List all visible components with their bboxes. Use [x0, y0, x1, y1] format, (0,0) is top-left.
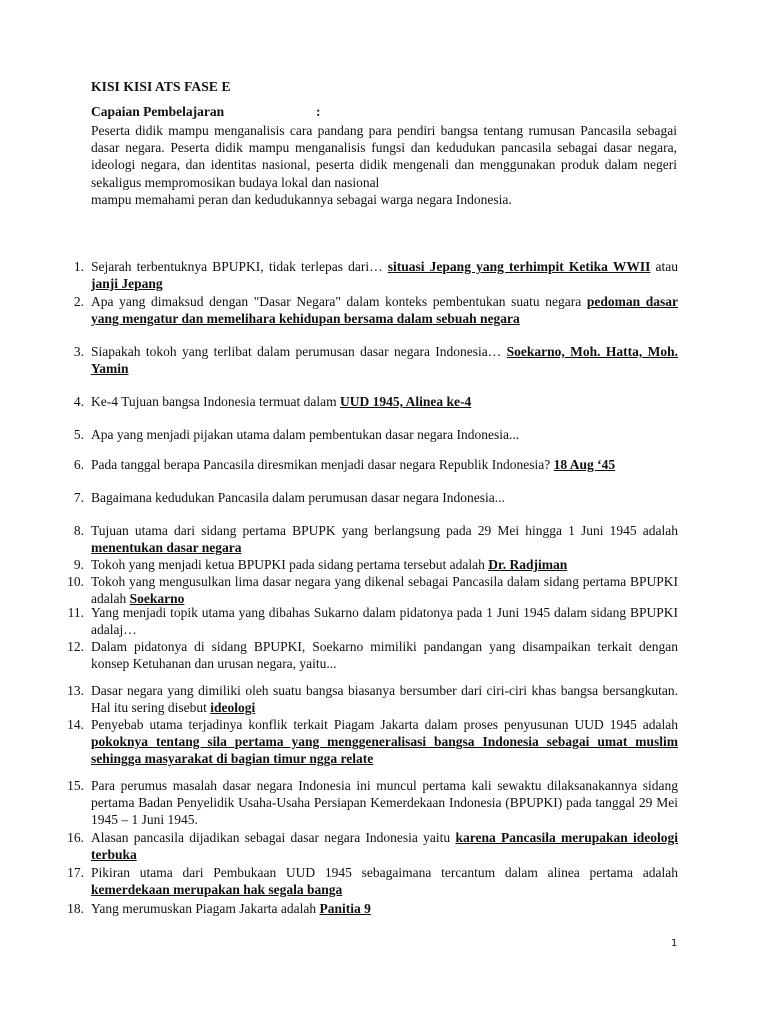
- answer: Soekarno, Moh. Hatta, Moh. Yamin: [91, 344, 679, 377]
- question-number: 16.: [67, 830, 84, 845]
- question-number: 12.: [67, 639, 84, 654]
- cp-paragraph: [91, 122, 677, 208]
- cp-colon: :: [316, 104, 321, 119]
- question-number: 3.: [73, 344, 84, 359]
- answer: pokoknya tentang sila pertama yang menggeneralisasi bangsa Indonesia sebagai umat muslim sehingga masyarakat di bagian timur ngga relate: [91, 734, 678, 767]
- cp-heading: Capaian Pembelajaran: [91, 104, 225, 119]
- question-text: Ke-4 Tujuan bangsa Indonesia termuat dalam UUD 1945, Alinea ke-4: [91, 394, 472, 409]
- answer: kemerdekaan merupakan hak segala banga: [91, 882, 343, 898]
- question-number: 6.: [73, 457, 84, 472]
- answer: Dr. Radjiman: [488, 557, 568, 572]
- answer: menentukan dasar negara: [91, 540, 242, 556]
- question-text: Pikiran utama dari Pembukaan UUD 1945 sebagaimana tercantum dalam alinea pertama adalah kemerdekaan merupakan hak segala banga: [91, 865, 678, 898]
- question-number: 8.: [73, 523, 84, 538]
- question-text: Bagaimana kedudukan Pancasila dalam perumusan dasar negara Indonesia...: [91, 490, 505, 505]
- question-text: Apa yang dimaksud dengan "Dasar Negara" dalam konteks pembentukan suatu negara pedoman dasar yang mengatur dan memelihara kehidupan bersama dalam sebuah negara: [91, 294, 678, 327]
- question-number: 18.: [67, 901, 84, 916]
- answer: Soekarno: [129, 591, 185, 607]
- answer: situasi Jepang yang terhimpit Ketika WWII: [387, 259, 651, 274]
- answer: pedoman dasar yang mengatur dan memelihara kehidupan bersama dalam sebuah negara: [91, 294, 678, 327]
- answer: Panitia 9: [319, 901, 371, 916]
- answer: ideologi: [210, 700, 256, 716]
- question-text: Pada tanggal berapa Pancasila diresmikan menjadi dasar negara Republik Indonesia? 18 Aug ‘45: [91, 457, 616, 472]
- question-number: 15.: [67, 778, 84, 793]
- answer: 18 Aug ‘45: [553, 457, 616, 472]
- answer: karena Pancasila merupakan ideologi terbuka: [91, 830, 679, 863]
- question-text: Tokoh yang menjadi ketua BPUPKI pada sidang pertama tersebut adalah Dr. Radjiman: [91, 557, 568, 572]
- document-title: KISI KISI ATS FASE E: [91, 79, 231, 94]
- question-number: 11.: [67, 605, 84, 620]
- question-number: 1.: [73, 259, 84, 274]
- question-number: 13.: [67, 683, 84, 698]
- page-number: 1: [671, 938, 678, 949]
- question-text: Tokoh yang mengusulkan lima dasar negara yang dikenal sebagai Pancasila dalam sidang pertama BPUPKI adalah Soekarno: [91, 574, 678, 607]
- question-number: 7.: [73, 490, 84, 505]
- cp-text-2: mampu memahami peran dan kedudukannya sebagai warga negara Indonesia.: [91, 191, 512, 207]
- question-number: 4.: [73, 394, 84, 409]
- question-text: Dasar negara yang dimiliki oleh suatu bangsa biasanya bersumber dari ciri-ciri khas bangsa bersangkutan. Hal itu sering disebut ideologi: [91, 683, 678, 716]
- question-text: Dalam pidatonya di sidang BPUPKI, Soekarno mimiliki pandangan yang disampaikan terkait dengan konsep Ketuhanan dan urusan negara, yaitu...: [91, 639, 678, 672]
- question-number: 9.: [73, 557, 84, 572]
- question-number: 10.: [67, 574, 84, 589]
- question-number: 14.: [67, 717, 84, 732]
- question-text: Penyebab utama terjadinya konflik terkait Piagam Jakarta dalam proses penyusunan UUD 1945 adalah pokoknya tentang sila pertama yang menggeneralisasi bangsa Indonesia sebagai umat muslim sehingga masyarakat di bagian timur ngga relate: [91, 717, 678, 767]
- question-text: Yang merumuskan Piagam Jakarta adalah Panitia 9: [91, 901, 371, 916]
- question-number: 2.: [73, 294, 84, 309]
- question-text: Sejarah terbentuknya BPUPKI, tidak terlepas dari… situasi Jepang yang terhimpit Ketika WWII atau janji Jepang: [91, 259, 678, 292]
- question-text: Para perumus masalah dasar negara Indonesia ini muncul pertama kali sewaktu dilaksanakannya sidang pertama Badan Penyelidik Usaha-Usaha Persiapan Kemerdekaan Indonesia (BPUPKI) pada tanggal 29 Mei 1945 – 1 Juni 1945.: [91, 778, 678, 828]
- question-text: Apa yang menjadi pijakan utama dalam pembentukan dasar negara Indonesia...: [91, 427, 520, 442]
- question-number: 5.: [73, 427, 84, 442]
- question-text: Alasan pancasila dijadikan sebagai dasar negara Indonesia yaitu karena Pancasila merupakan ideologi terbuka: [91, 830, 679, 863]
- question-text: Yang menjadi topik utama yang dibahas Sukarno dalam pidatonya pada 1 Juni 1945 dalam sidang BPUPKI adalaj…: [91, 605, 678, 638]
- question-text: Tujuan utama dari sidang pertama BPUPK yang berlangsung pada 29 Mei hingga 1 Juni 1945 adalah menentukan dasar negara: [91, 523, 678, 556]
- cp-text-1: Peserta didik mampu menganalisis cara pandang para pendiri bangsa tentang rumusan Pancasila sebagai dasar negara. Peserta didik mampu menganalisis fungsi dan kedudukan pancasila sebagai dasar negara, ideologi negara, dan identitas nasional, peserta didik mengenali dan menggunakan produk dalam negeri sekaligus mempromosikan budaya lokal dan nasional: [91, 123, 677, 190]
- question-text: Siapakah tokoh yang terlibat dalam perumusan dasar negara Indonesia… Soekarno, Moh. Hatta, Moh. Yamin: [91, 344, 679, 377]
- answer: UUD 1945, Alinea ke-4: [339, 394, 472, 409]
- question-number: 17.: [67, 865, 84, 880]
- answer-alt: janji Jepang: [91, 276, 163, 292]
